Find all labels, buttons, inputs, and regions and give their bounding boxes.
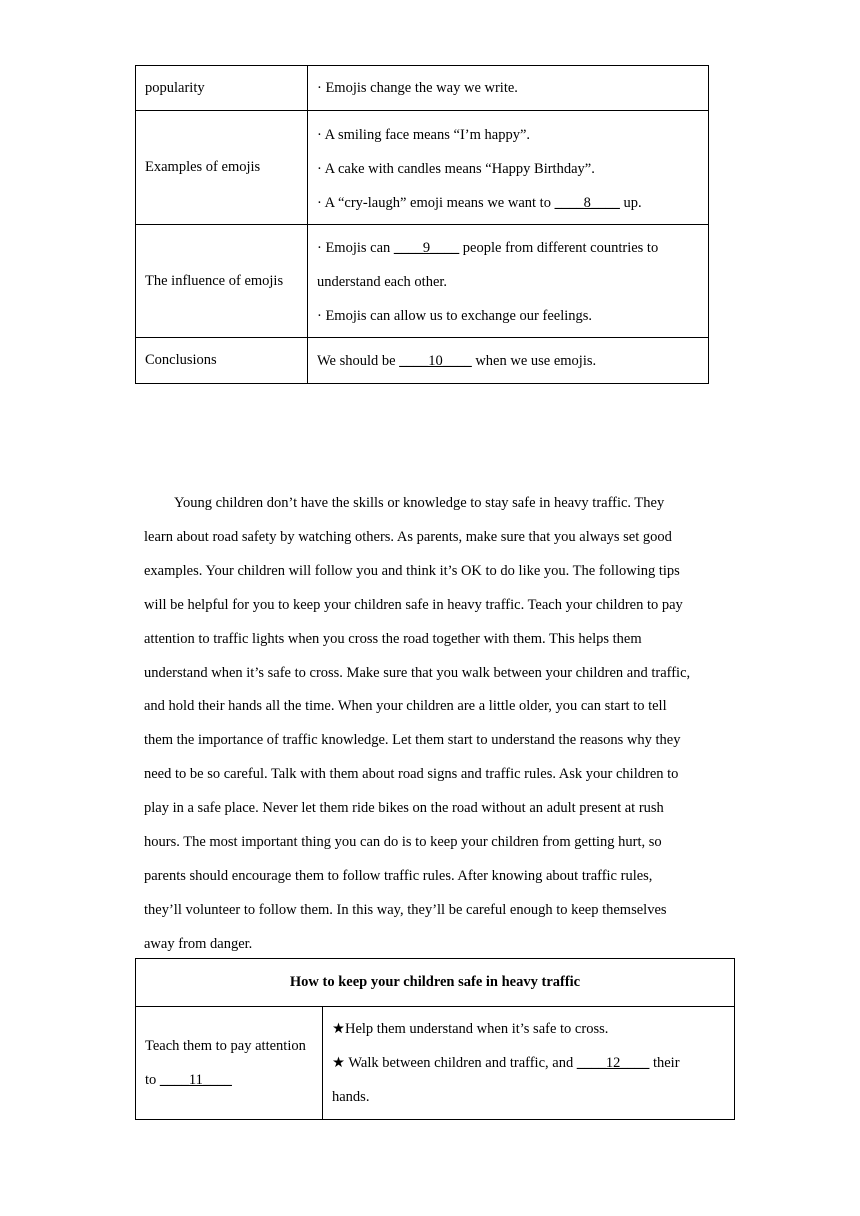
passage-line: learn about road safety by watching others. As parents, make sure that you always set good (144, 528, 672, 545)
table-row (136, 338, 709, 384)
passage-line: Young children don’t have the skills or knowledge to stay safe in heavy traffic. They (174, 495, 665, 511)
label-line: Teach them to pay attention (145, 1038, 306, 1054)
content-line: · Emojis can ____9____ people from different countries to (317, 240, 659, 256)
passage-line: parents should encourage them to follow traffic rules. After knowing about traffic rules, (144, 867, 653, 884)
content-line: ★Help them understand when it’s safe to cross. (332, 1021, 609, 1037)
row-content (308, 66, 709, 111)
traffic-safety-table (135, 958, 735, 1120)
content-line: · A “cry-laugh” emoji means we want to ____8____ up. (317, 194, 642, 211)
table-row (136, 1007, 735, 1120)
table-row (136, 111, 709, 225)
passage-line: and hold their hands all the time. When your children are a little older, you can start to tell (144, 698, 667, 715)
answer-blank-9: ____9____ (393, 240, 460, 256)
row-content (308, 338, 709, 384)
answer-blank-11: ____11____ (159, 1072, 232, 1088)
table-row (136, 225, 709, 338)
passage-line: away from danger. (144, 935, 253, 952)
content-line: hands. (332, 1089, 370, 1105)
passage-line: hours. The most important thing you can do is to keep your children from getting hurt, so (144, 834, 662, 851)
row-label: Conclusions (136, 338, 308, 384)
row-label: popularity (136, 66, 308, 111)
content-line: understand each other. (317, 274, 448, 290)
content-line: · Emojis can allow us to exchange our feelings. (317, 308, 593, 324)
label-line: to ____11____ (145, 1072, 232, 1088)
passage-line: them the importance of traffic knowledge. Let them start to understand the reasons why they (144, 732, 681, 749)
passage-line: play in a safe place. Never let them ride bikes on the road without an adult present at rush (144, 800, 664, 817)
passage-line: need to be so careful. Talk with them about road signs and traffic rules. Ask your children to (144, 766, 679, 783)
passage-line: attention to traffic lights when you cross the road together with them. This helps them (144, 630, 642, 647)
row-label: The influence of emojis (136, 225, 308, 338)
row-content (308, 225, 709, 338)
passage-line: they’ll volunteer to follow them. In this way, they’ll be careful enough to keep themselves (144, 901, 667, 918)
table-title: How to keep your children safe in heavy traffic (136, 959, 735, 1007)
content-line: · A smiling face means “I’m happy”. (317, 126, 531, 143)
passage-line: understand when it’s safe to cross. Make sure that you walk between your children and traffic, (144, 664, 691, 681)
reading-passage (144, 487, 724, 962)
table-header-row (136, 959, 735, 1007)
emoji-table (135, 65, 709, 384)
row-content (308, 111, 709, 225)
row-label (136, 1007, 323, 1120)
passage-line: will be helpful for you to keep your children safe in heavy traffic. Teach your children to pay (144, 596, 683, 613)
row-label: Examples of emojis (136, 111, 308, 225)
table-row (136, 66, 709, 111)
content-line: ★ Walk between children and traffic, and ____12____ their (332, 1055, 680, 1071)
answer-blank-10: ____10____ (399, 352, 472, 369)
answer-blank-8: ____8____ (554, 194, 620, 211)
passage-line: examples. Your children will follow you and think it’s OK to do like you. The following tips (144, 562, 680, 579)
content-line: We should be ____10____ when we use emojis. (317, 352, 597, 369)
row-content (323, 1007, 735, 1120)
content-line: · A cake with candles means “Happy Birthday”. (317, 160, 595, 177)
content-line: · Emojis change the way we write. (317, 80, 518, 96)
answer-blank-12: ____12____ (576, 1055, 650, 1071)
